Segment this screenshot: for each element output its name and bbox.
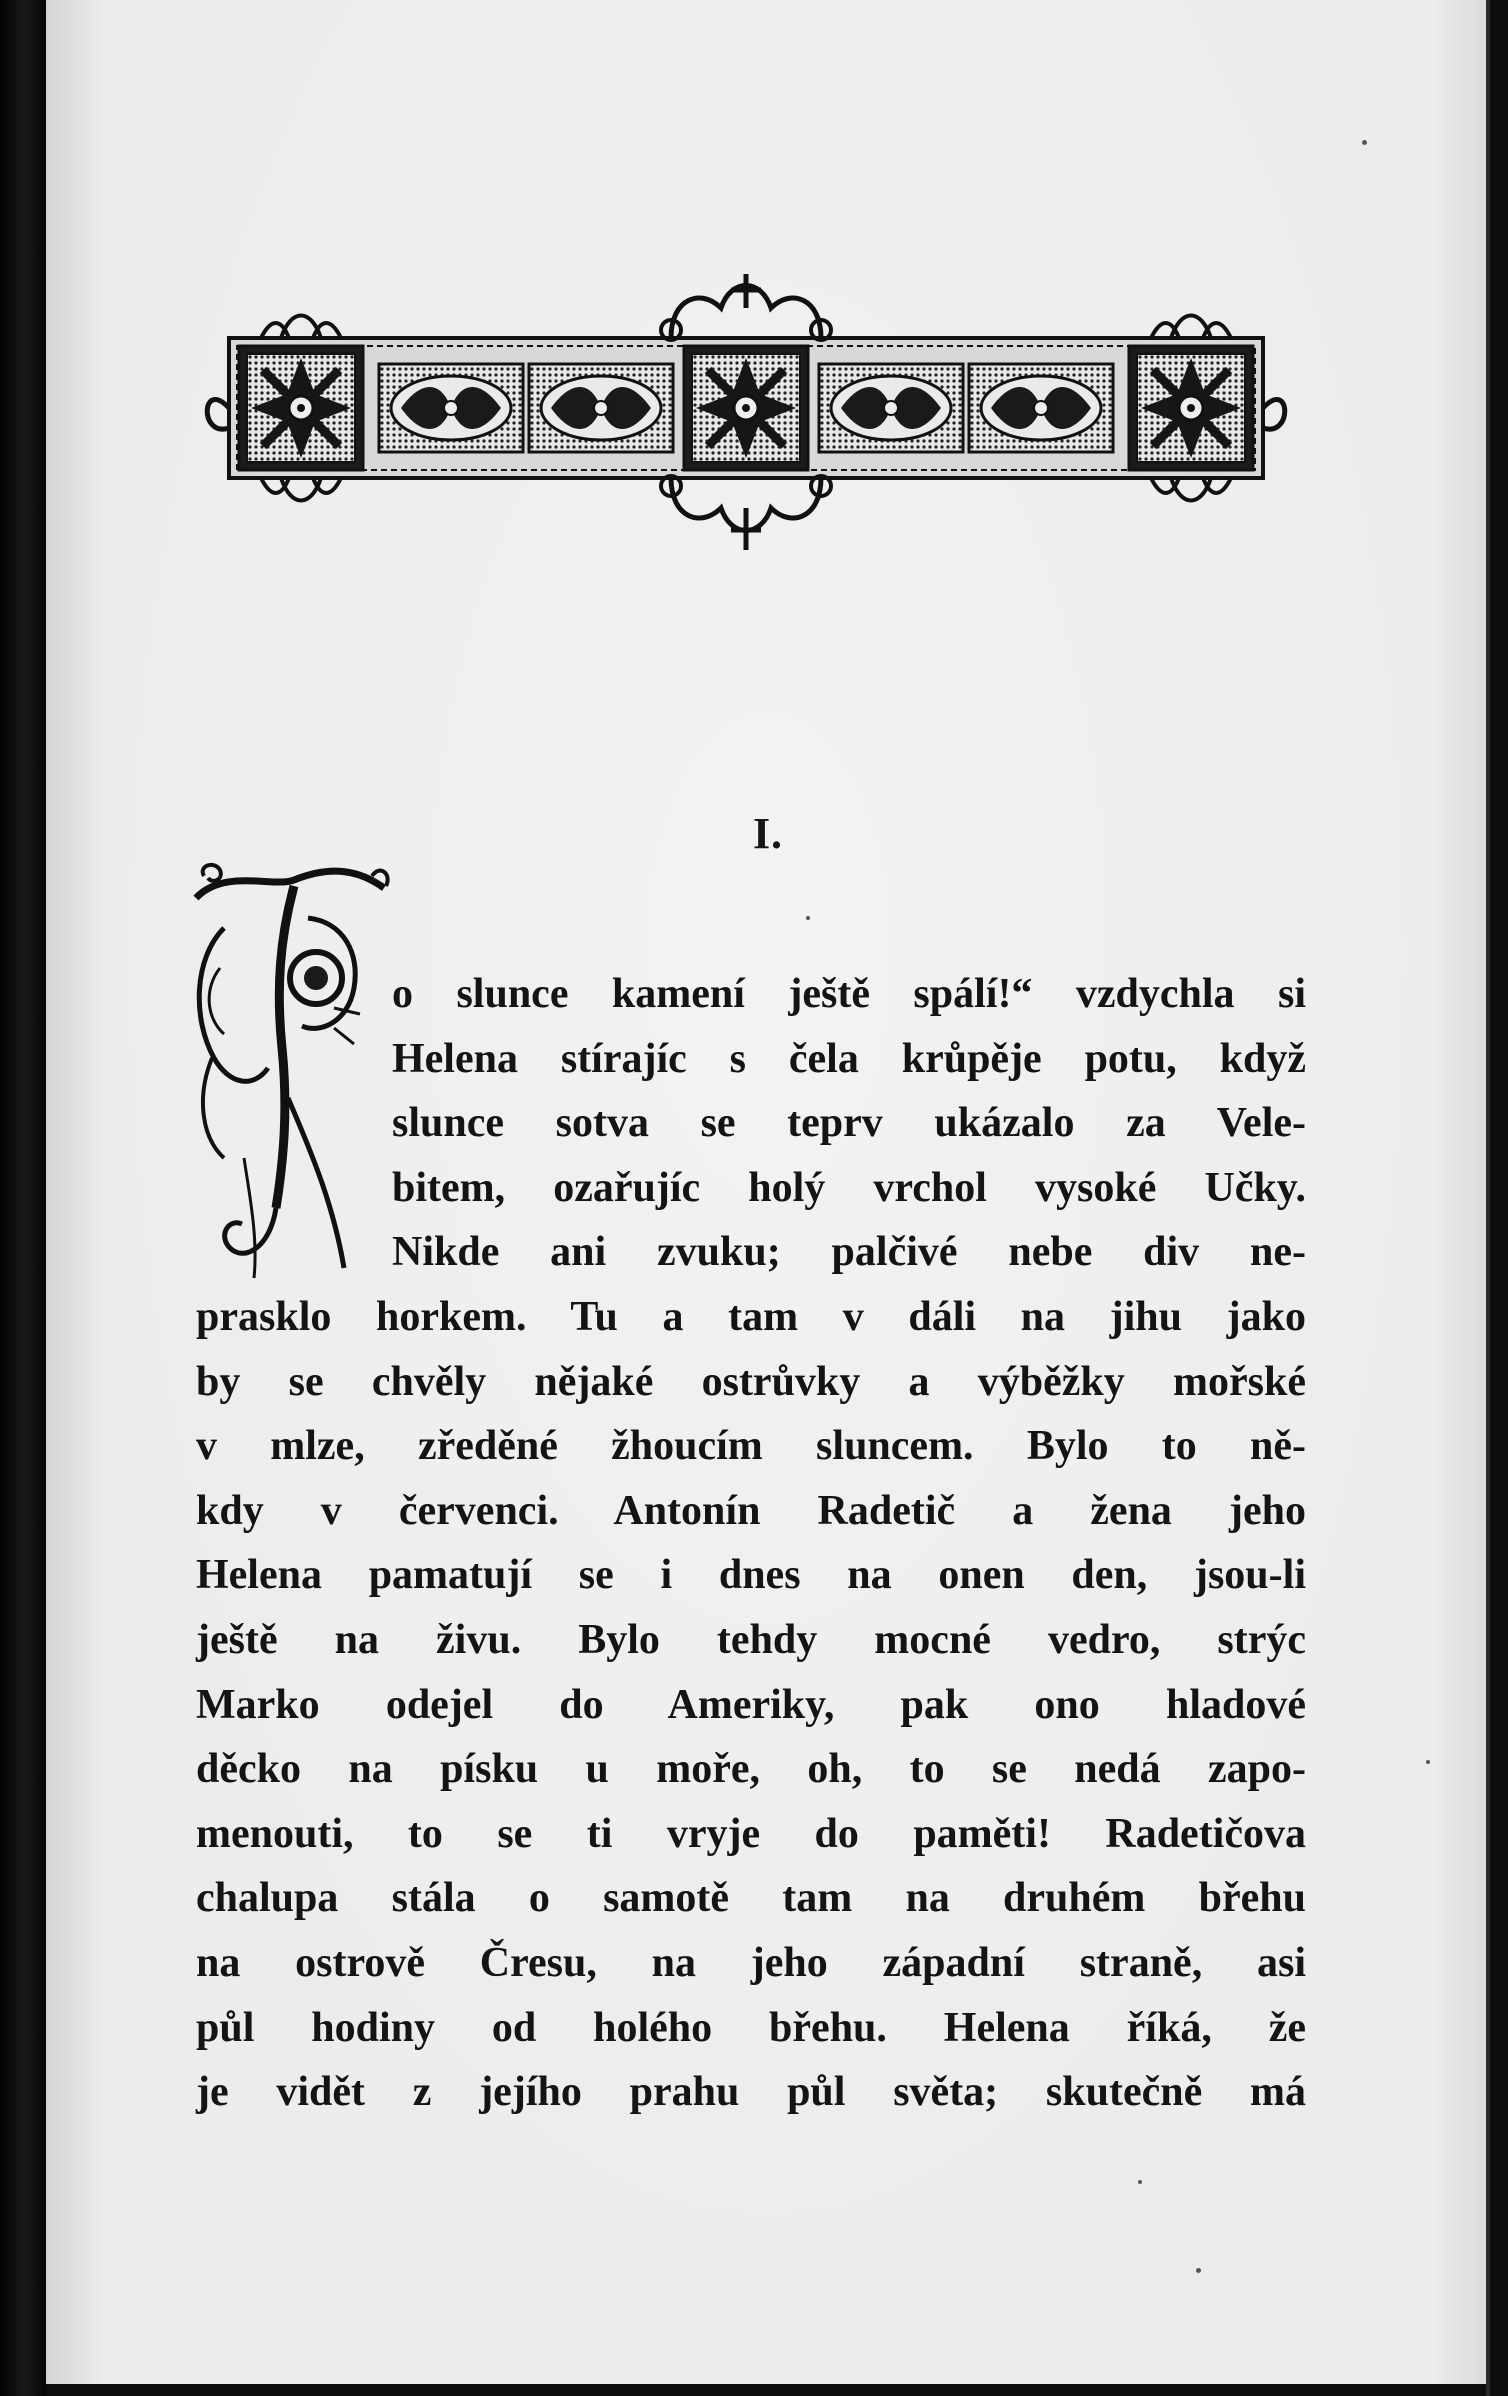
paper-speck	[1196, 2268, 1201, 2273]
paper-speck	[1362, 140, 1367, 145]
text-line: menouti, to se ti vryje do paměti! Radetičova	[196, 1810, 1306, 1857]
text-line: ještě na živu. Bylo tehdy mocné vedro, strýc	[196, 1616, 1306, 1663]
book-page	[46, 0, 1490, 2384]
text-line: o slunce kamení ještě spálí!“ vzdychla si	[392, 971, 1306, 1017]
text-line: Marko odejel do Ameriky, pak ono hladové	[196, 1681, 1306, 1728]
page-edge-shadow	[1486, 0, 1490, 2396]
text-line: je vidět z jejího prahu půl světa; skutečně má	[196, 2069, 1306, 2116]
text-line: v mlze, zředěné žhoucím sluncem. Bylo to ně-	[196, 1423, 1306, 1470]
text-line: Nikde ani zvuku; palčivé nebe div ne-	[392, 1229, 1306, 1276]
text-line: Helena pamatují se i dnes na onen den, jsou-li	[196, 1552, 1306, 1599]
paper-speck	[1138, 2180, 1142, 2184]
paper-speck	[806, 916, 810, 920]
text-line: kdy v červenci. Antonín Radetič a žena jeho	[196, 1487, 1306, 1534]
text-line: bitem, ozařujíc holý vrchol vysoké Učky.	[392, 1164, 1306, 1211]
paper-speck	[1426, 1760, 1430, 1764]
text-line: děcko na písku u moře, oh, to se nedá zapo-	[196, 1746, 1306, 1793]
text-line: prasklo horkem. Tu a tam v dáli na jihu jako	[196, 1293, 1306, 1340]
text-line: půl hodiny od holého břehu. Helena říká, že	[196, 2004, 1306, 2051]
text-line: Helena stírajíc s čela krůpěje potu, když	[392, 1035, 1306, 1082]
ornamental-headpiece-icon	[201, 268, 1291, 558]
text-line: na ostrově Čresu, na jeho západní straně, asi	[196, 1939, 1306, 1986]
chapter-text	[196, 962, 1306, 2125]
chapter-number: I.	[752, 809, 784, 858]
book-binding-edge	[0, 0, 46, 2396]
text-line: chalupa stála o samotě tam na druhém břehu	[196, 1875, 1306, 1922]
text-line: by se chvěly nějaké ostrůvky a výběžky mořské	[196, 1358, 1306, 1405]
text-line: slunce sotva se teprv ukázalo za Vele-	[392, 1100, 1306, 1147]
